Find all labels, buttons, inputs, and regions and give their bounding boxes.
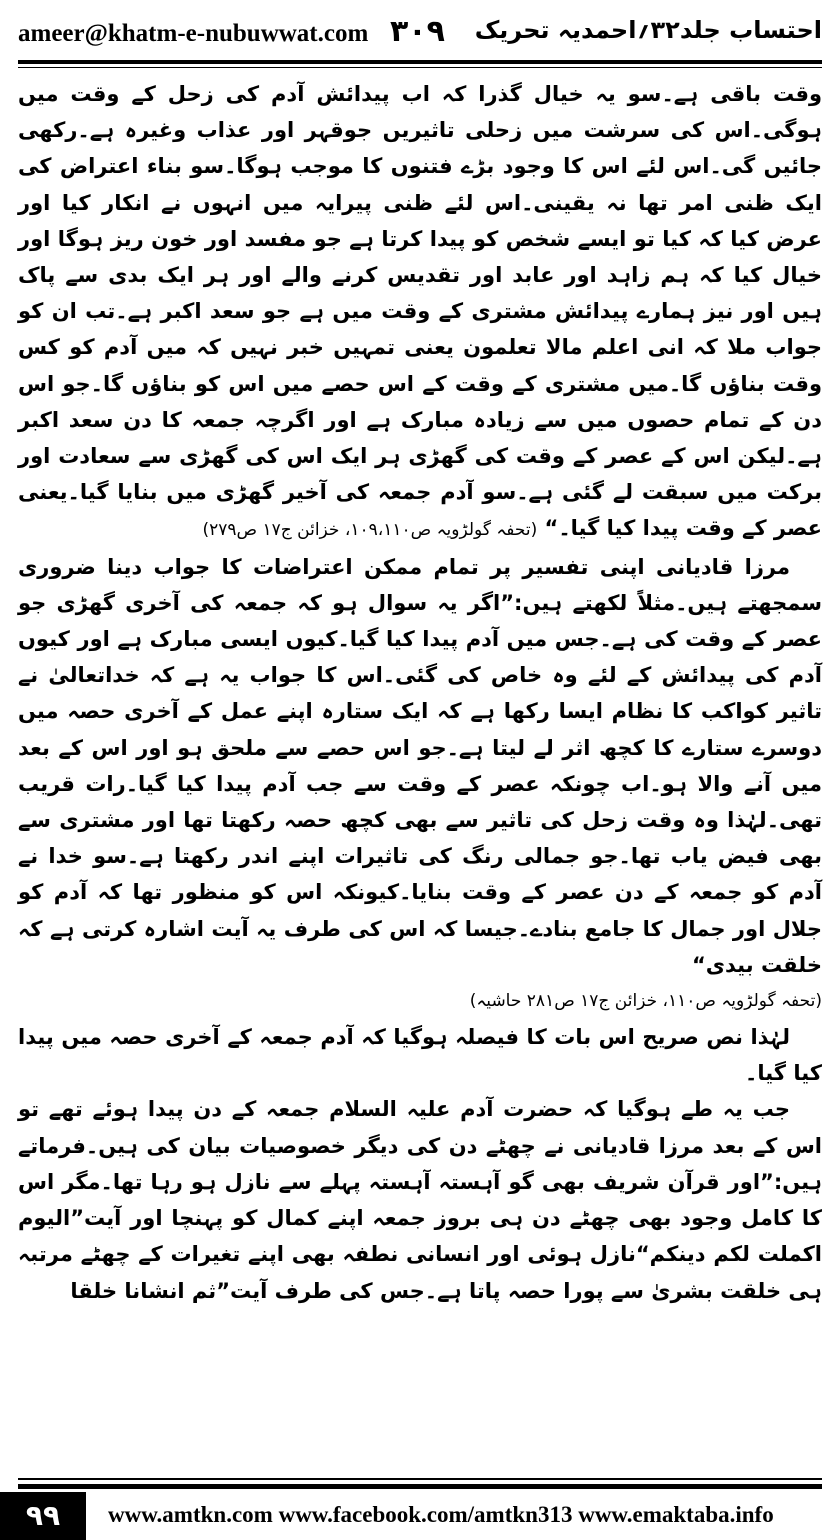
page-header [18, 14, 822, 58]
footer-divider [18, 1484, 822, 1489]
page-body [18, 76, 822, 1309]
header-divider-thin [18, 67, 822, 68]
paragraph-1 [18, 76, 822, 549]
header-page-number: ۳۰۹ [390, 14, 445, 49]
footer-page-number: ۹۹ [0, 1492, 86, 1540]
paragraph-3: لہٰذا نص صریح اس بات کا فیصلہ ہوگیا کہ آدم جمعہ کے آخری حصہ میں پیدا کیا گیا۔ [18, 1025, 822, 1086]
page-footer [0, 1470, 840, 1540]
footer-urls[interactable]: www.amtkn.com www.facebook.com/amtkn313 www.emaktaba.info [108, 1502, 774, 1527]
paragraph-2: مرزا قادیانی اپنی تفسیر پر تمام ممکن اعتراضات کا جواب دینا ضروری سمجھتے ہیں۔مثلاً لکھتے ہیں:”اگر یہ سوال ہو کہ جمعہ کی آخری گھڑی جو عصر کے وقت کی ہے۔جس میں آدم پیدا کیا گیا۔کیوں ایسی مبارک ہے اور کیوں آدم کی پیدائش کے لئے وہ خاص کی گئی۔اس کا جواب یہ ہے کہ خداتعالیٰ نے تاثیر کواکب کا نظام ایسا رکھا ہے کہ ایک ستارہ اپنے عمل کے آخری حصہ میں دوسرے ستارے کا کچھ اثر لے لیتا ہے۔جو اس حصے سے ملحق ہو اور اس کے بعد میں آنے والا ہو۔اب چونکہ عصر کے وقت سے جب آدم پیدا کیا گیا۔رات قریب تھی۔لہٰذا وہ وقت زحل کی تاثیر سے بھی کچھ حصہ رکھتا تھا اور مشتری سے بھی فیض یاب تھا۔جو جمالی رنگ کی تاثیرات اپنے اندر رکھتا ہے۔سو خدا نے آدم کو جمعہ کے دن عصر کے وقت بنایا۔کیونکہ اس کو منظور تھا کہ آدم کو جلال اور جمال کا جامع بنادے۔جیسا کہ اس کی طرف یہ آیت اشارہ کرتی ہے کہ خلقت بیدی“ [18, 554, 822, 977]
footer-divider-thin [18, 1478, 822, 1480]
header-title: احتساب جلد۳۲؍احمدیہ تحریک [474, 16, 822, 44]
header-email[interactable]: ameer@khatm-e-nubuwwat.com [18, 20, 369, 47]
header-divider [18, 60, 822, 64]
paragraph-1-text: وقت باقی ہے۔سو یہ خیال گذرا کہ اب پیدائش آدم کی زحل کے وقت میں ہوگی۔اس کی سرشت میں زحلی تاثیریں جوقہر اور عذاب وغیرہ ہے۔رکھی جائیں گی۔اس لئے اس کا وجود بڑے فتنوں کا موجب ہوگا۔سو بناء اعتراض کی ایک ظنی امر تھا نہ یقینی۔اس لئے ظنی پیرایہ میں انہوں نے انکار کیا اور عرض کیا کہ کیا تو ایسے شخص کو پیدا کرتا ہے جو مفسد اور خون ریز ہوگا اور خیال کیا کہ ہم زاہد اور عابد اور تقدیس کرنے والے اور ہر ایک بدی سے پاک ہیں اور نیز ہمارے پیدائش مشتری کے وقت میں ہے جو سعد اکبر ہے۔تب ان کو جواب ملا کہ انی اعلم مالا تعلمون یعنی تمہیں خبر نہیں کہ میں آدم کو کس وقت بناؤں گا۔میں مشتری کے وقت کے اس حصے میں اس کو بناؤں گا۔جو اس دن کے تمام حصوں میں سے زیادہ مبارک ہے اور اگرچہ جمعہ کا دن سعد اکبر ہے۔لیکن اس کے عصر کے وقت کی گھڑی ہر ایک اس کی گھڑی سے سعادت اور برکت میں سبقت لے گئی ہے۔سو آدم جمعہ کی آخیر گھڑی میں بنایا گیا۔یعنی عصر کے وقت پیدا کیا گیا۔“ [18, 82, 823, 541]
reference-2: (تحفہ گولڑویہ ص۱۱۰، خزائن ج۱۷ ص۲۸۱ حاشیہ) [469, 991, 822, 1012]
reference-1: (تحفہ گولڑویہ ص۱۰۹،۱۱۰، خزائن ج۱۷ ص۲۷۹) [202, 520, 538, 541]
paragraph-4: جب یہ طے ہوگیا کہ حضرت آدم علیہ السلام جمعہ کے دن پیدا ہوئے تھے تو اس کے بعد مرزا قادیانی نے چھٹے دن کی دیگر خصوصیات بیان کی ہیں۔فرماتے ہیں:”اور قرآن شریف بھی گو آہستہ آہستہ پہلے سے نازل ہو رہا تھا۔مگر اس کا کامل وجود بھی چھٹے دن ہی بروز جمعہ اپنے کمال کو پہنچا اور آیت”الیوم اکملت لکم دینکم“نازل ہوئی اور انسانی نطفہ بھی اپنے تغیرات کے چھٹے مرتبہ ہی خلقت بشریٰ سے پورا حصہ پاتا ہے۔جس کی طرف آیت”ثم انشانا خلقا [18, 1097, 822, 1303]
